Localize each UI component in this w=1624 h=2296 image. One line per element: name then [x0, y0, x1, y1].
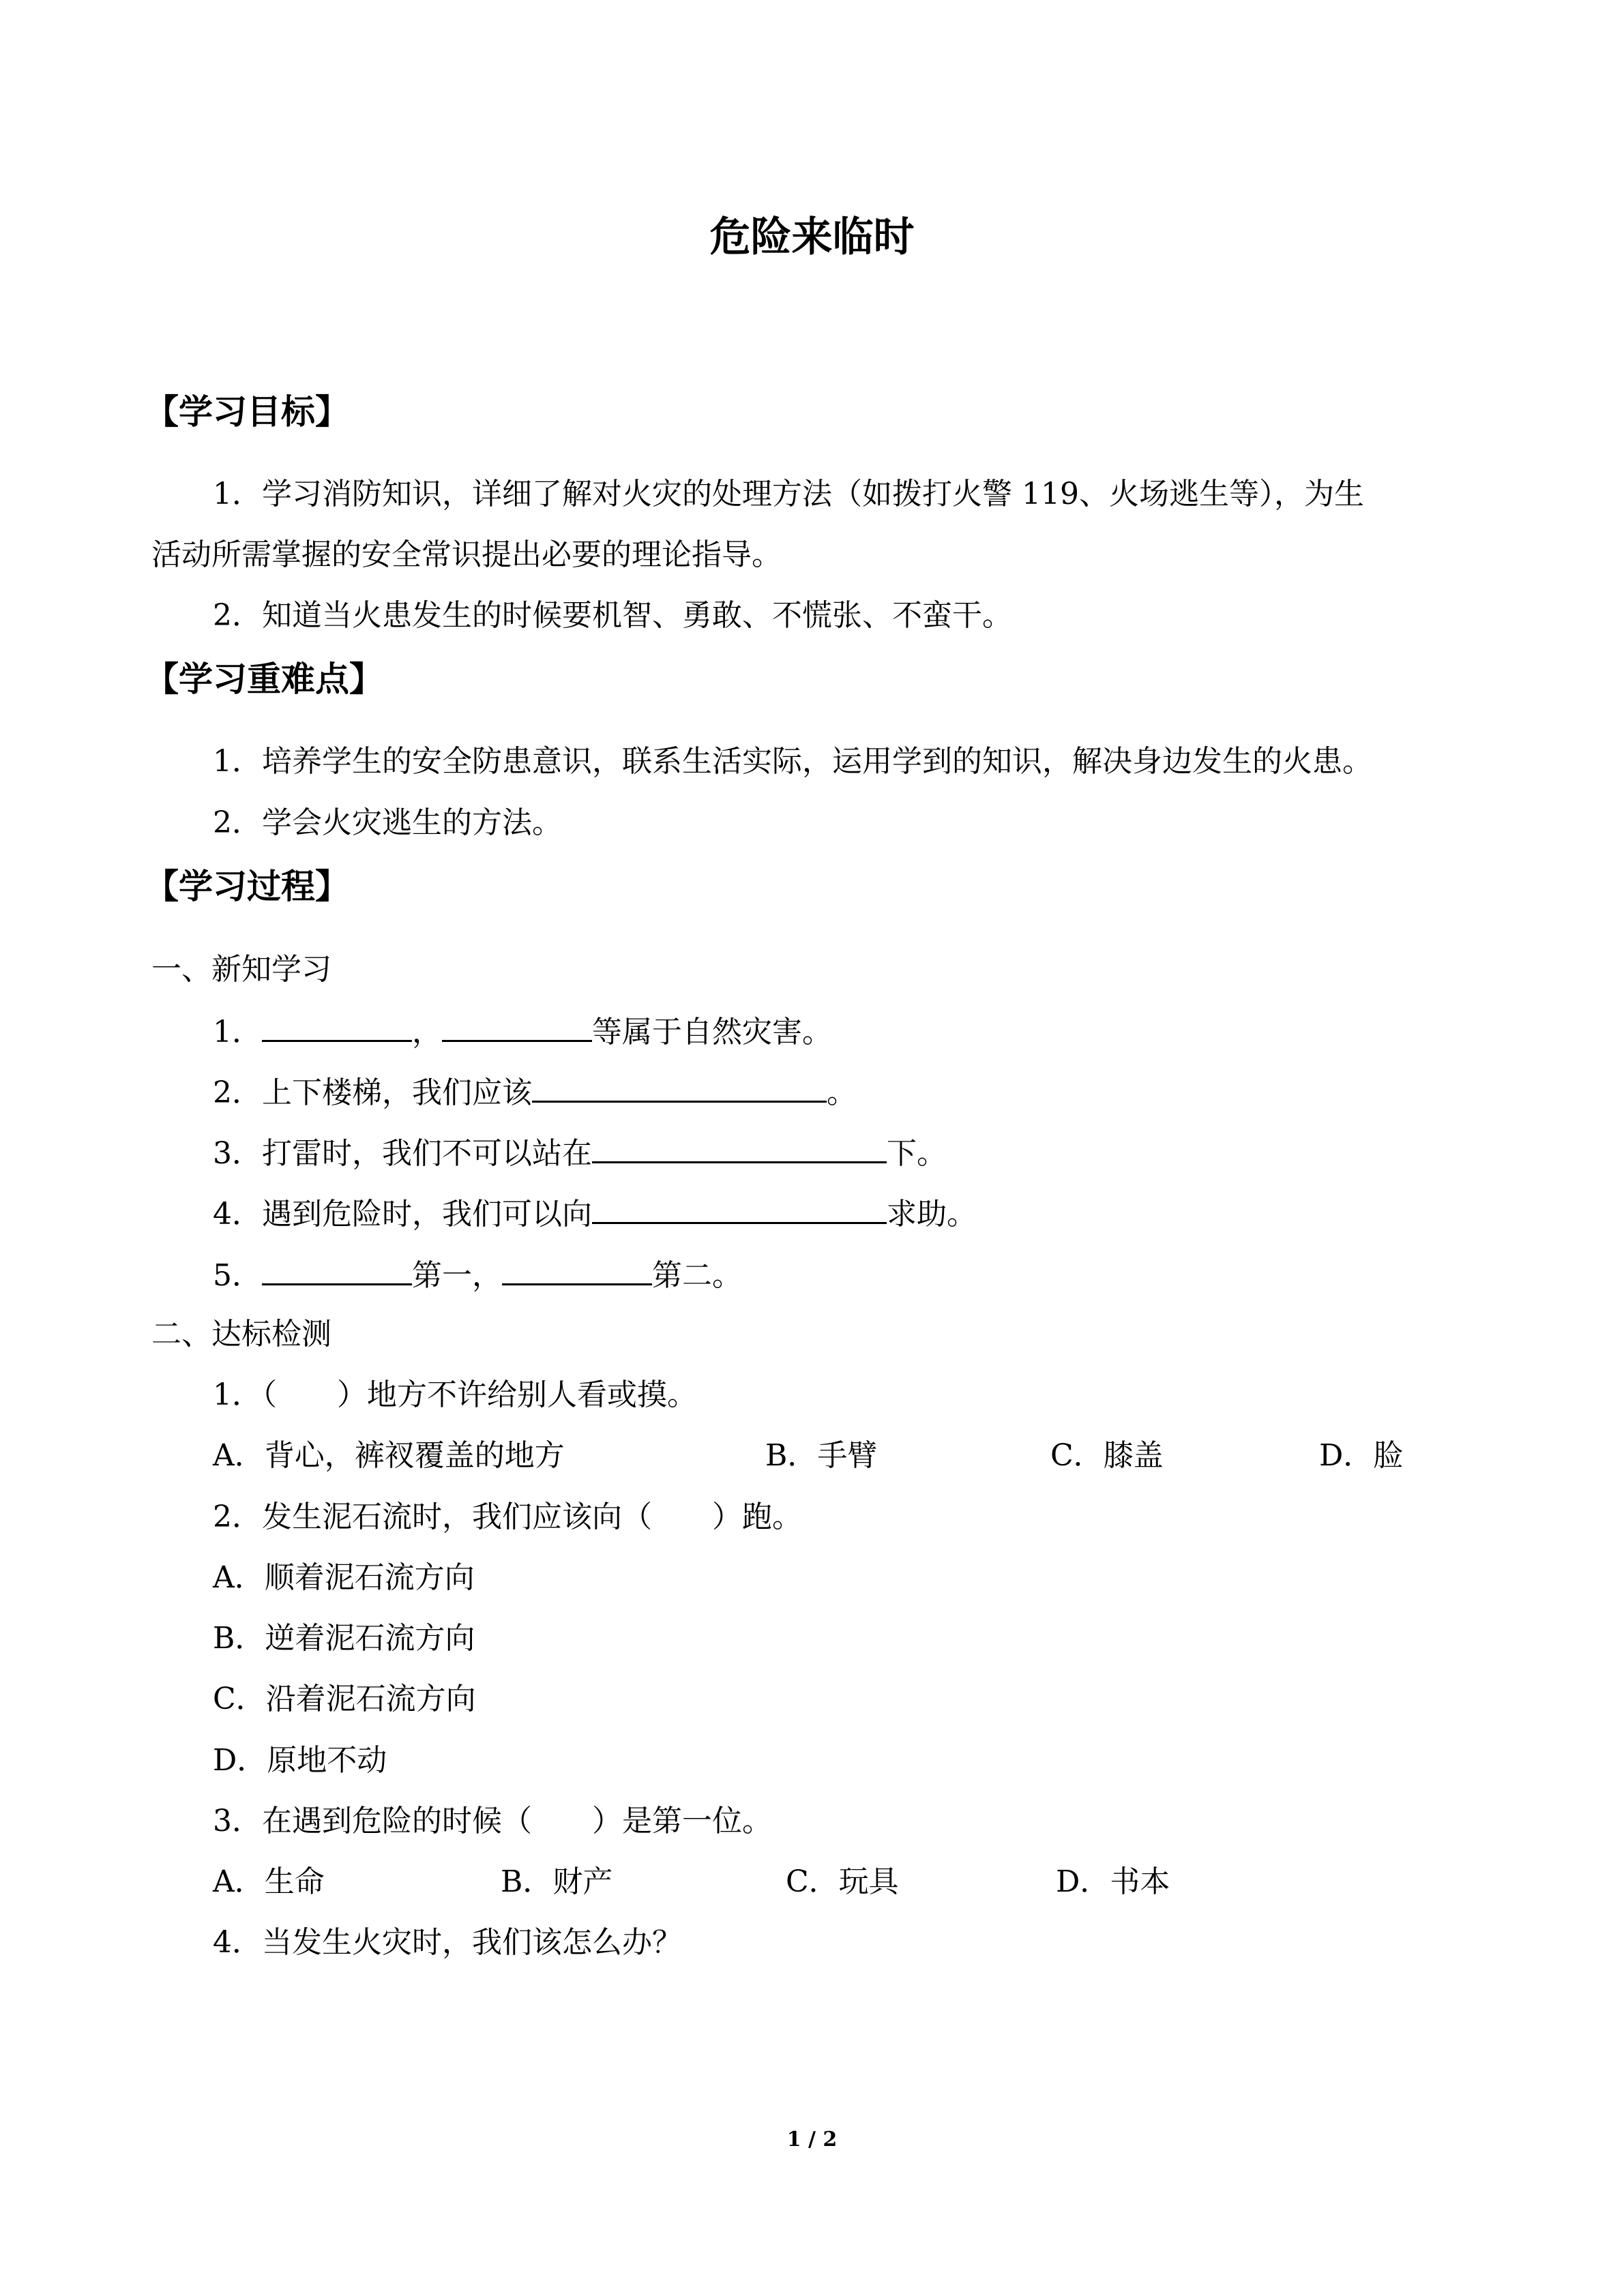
section-heading-keypoints: 【学习重难点】: [145, 659, 383, 699]
question-text: 1．（: [213, 1377, 277, 1412]
fill-question-5: [213, 1253, 742, 1296]
option[interactable]: A．生命: [213, 1864, 325, 1899]
option[interactable]: C．膝盖: [1050, 1438, 1164, 1473]
option[interactable]: A．背心，裤衩覆盖的地方: [213, 1438, 565, 1473]
answer-blank[interactable]: [502, 1253, 652, 1285]
option[interactable]: D．书本: [1056, 1864, 1170, 1899]
option[interactable]: B．财产: [501, 1864, 613, 1899]
option[interactable]: C．沿着泥石流方向: [213, 1682, 476, 1716]
fill-question-1: [213, 1010, 832, 1053]
goal-item-1-line-1: 1．学习消防知识，详细了解对火灾的处理方法（如拨打火警 119、火场逃生等），为生: [213, 477, 1364, 511]
question-text: 下。: [887, 1136, 947, 1171]
option[interactable]: B．手臂: [765, 1438, 878, 1473]
answer-blank[interactable]: [442, 1010, 592, 1042]
goal-item-1-line-2: 活动所需掌握的安全常识提出必要的理论指导。: [151, 537, 782, 572]
page-title: 危险来临时: [709, 213, 915, 261]
option[interactable]: D．原地不动: [213, 1743, 387, 1778]
question-text: 3．在遇到危险的时候（: [213, 1804, 532, 1838]
answer-blank[interactable]: [532, 1071, 827, 1103]
option[interactable]: C．玩具: [786, 1864, 899, 1899]
question-text: 第二。: [652, 1258, 742, 1293]
section-heading-process: 【学习过程】: [145, 867, 349, 906]
question-number: 1．: [213, 1015, 262, 1049]
question-text: 3．打雷时，我们不可以站在: [213, 1136, 592, 1171]
answer-blank[interactable]: [592, 1131, 887, 1163]
part1-heading: 一、新知学习: [151, 952, 331, 987]
question-text: 求助。: [887, 1197, 977, 1232]
question-text: 4．遇到危险时，我们可以向: [213, 1197, 592, 1232]
question-text: 2．上下楼梯，我们应该: [213, 1075, 532, 1110]
choice-question-3: [213, 1801, 772, 1842]
question-number: 5．: [213, 1258, 262, 1293]
choice-question-2: [213, 1497, 802, 1538]
answer-blank[interactable]: [262, 1010, 412, 1042]
part2-heading: 二、达标检测: [151, 1317, 331, 1352]
section-heading-goals: 【学习目标】: [145, 392, 349, 432]
option[interactable]: D．脸: [1319, 1438, 1404, 1473]
question-text: 2．发生泥石流时，我们应该向（: [213, 1500, 652, 1534]
answer-blank[interactable]: [262, 1253, 412, 1285]
fill-question-3: [213, 1131, 947, 1174]
option[interactable]: B．逆着泥石流方向: [213, 1621, 475, 1656]
question-text: 等属于自然灾害。: [592, 1015, 832, 1049]
open-question-4: 4．当发生火灾时，我们该怎么办？: [213, 1925, 682, 1960]
choice-question-1: [213, 1375, 697, 1416]
answer-blank[interactable]: [592, 1192, 887, 1224]
keypoint-item-2: 2．学会火灾逃生的方法。: [213, 805, 562, 840]
question-text: 。: [827, 1075, 857, 1110]
question-text: ）是第一位。: [592, 1804, 772, 1838]
keypoint-item-1: 1．培养学生的安全防患意识，联系生活实际，运用学到的知识，解决身边发生的火患。: [213, 744, 1372, 779]
goal-item-2: 2．知道当火患发生的时候要机智、勇敢、不慌张、不蛮干。: [213, 598, 1012, 633]
question-text: ）跑。: [712, 1500, 802, 1534]
question-text: ）地方不许给别人看或摸。: [337, 1377, 697, 1412]
fill-question-2: [213, 1071, 857, 1114]
question-text: 第一，: [412, 1258, 502, 1293]
separator: ，: [412, 1015, 442, 1049]
fill-question-4: [213, 1192, 977, 1235]
option[interactable]: A．顺着泥石流方向: [213, 1560, 475, 1595]
page-number: 1 / 2: [786, 2128, 838, 2151]
